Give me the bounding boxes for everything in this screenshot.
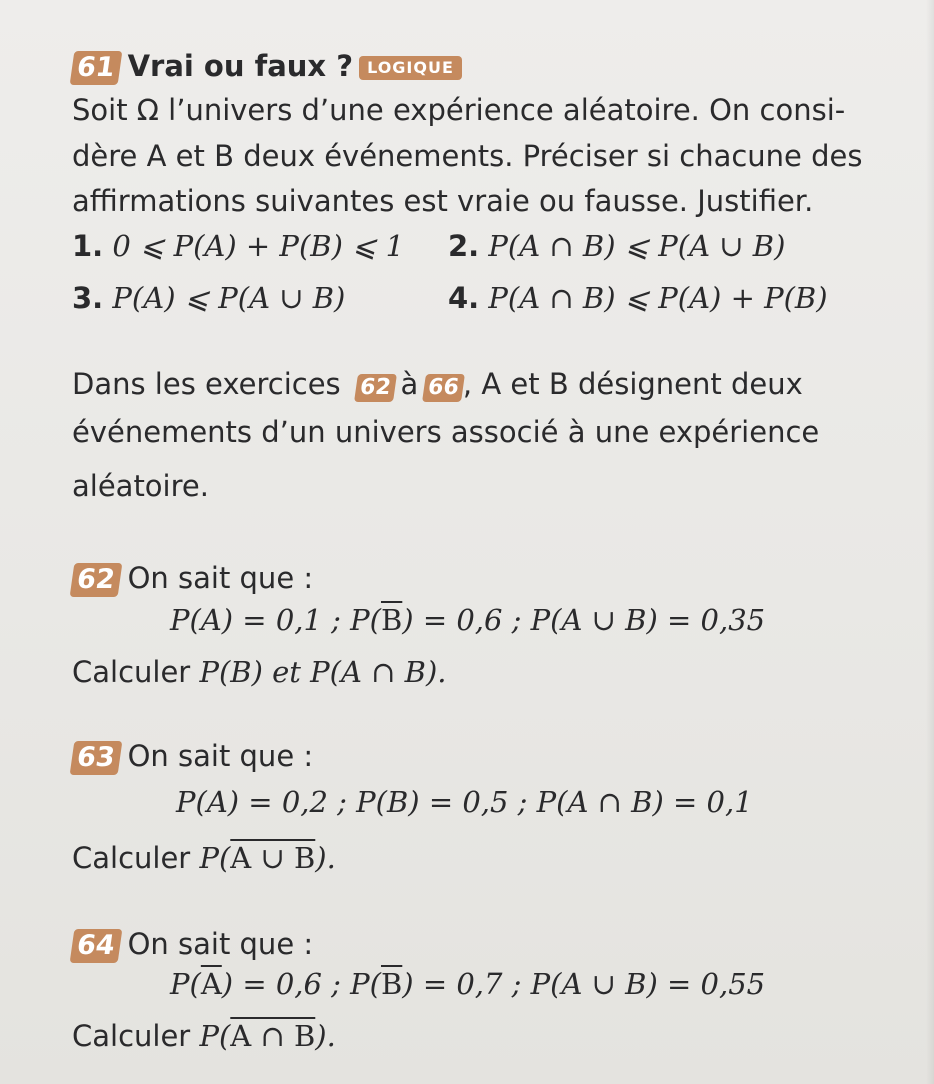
ex62-number-badge: 62 — [70, 563, 122, 597]
ex61-item-3-expr: P(A) ⩽ P(A ∪ B) — [112, 281, 346, 315]
ex62-header: 62 On sait que : — [72, 558, 313, 598]
ex64-given: $P(\overline{A}) = 0,6$ ; $P(\overline{B}) = 0,7$ ; P(A ∪ B) = 0,55 — [170, 967, 766, 1001]
ex61-text-line2: dère A et B deux événements. Préciser si chacune des — [72, 139, 863, 173]
ex61-item-1-expr: 0 ⩽ P(A) + P(B) ⩽ 1 — [112, 229, 405, 263]
ex64-number-badge: 64 — [70, 929, 122, 963]
ref-62-badge: 62 — [354, 374, 397, 402]
ex61-item-4: 4. P(A ∩ B) ⩽ P(A) + P(B) — [448, 281, 828, 315]
ex64-question: Calculer P(A ∩ B). — [72, 1019, 336, 1053]
intro-line3: aléatoire. — [72, 469, 209, 503]
page-edge-shadow — [926, 0, 934, 1084]
ex61-item-2: 2. P(A ∩ B) ⩽ P(A ∪ B) — [448, 229, 786, 263]
ex61-title: Vrai ou faux ? — [127, 49, 354, 83]
ex61-number-badge: 61 — [70, 51, 122, 85]
ex61-item-3: 3. P(A) ⩽ P(A ∪ B) — [72, 281, 346, 315]
ex63-question: Calculer P(A ∪ B). — [72, 841, 336, 875]
ex63-header: 63 On sait que : — [72, 736, 313, 776]
ex64-header: 64 On sait que : — [72, 924, 313, 964]
ex63-number-badge: 63 — [70, 741, 122, 775]
ex61-text-line1: Soit Ω l’univers d’une expérience aléatoire. On consi- — [72, 93, 846, 127]
ex61-item-4-expr: P(A ∩ B) ⩽ P(A) + P(B) — [488, 281, 828, 315]
logique-tag: LOGIQUE — [359, 56, 462, 80]
ex63-given: P(A) = 0,2 ; P(B) = 0,5 ; P(A ∩ B) = 0,1 — [176, 785, 753, 819]
ex61-text-line3: affirmations suivantes est vraie ou fausse. Justifier. — [72, 184, 814, 218]
ex61-header — [72, 46, 462, 86]
ex61-item-2-expr: P(A ∩ B) ⩽ P(A ∪ B) — [488, 229, 786, 263]
intro-line1: Dans les exercices 62 à 66, A et B désignent deux — [72, 367, 803, 401]
ex62-given: P(A) = 0,1 ; $P(\overline{B}) = 0,6$ ; P(A ∪ B) = 0,35 — [170, 603, 766, 637]
intro-line2: événements d’un univers associé à une expérience — [72, 415, 820, 449]
ref-66-badge: 66 — [422, 374, 465, 402]
ex61-item-1: 1. 0 ⩽ P(A) + P(B) ⩽ 1 — [72, 229, 405, 263]
ex62-question: Calculer P(B) et P(A ∩ B). — [72, 655, 447, 689]
